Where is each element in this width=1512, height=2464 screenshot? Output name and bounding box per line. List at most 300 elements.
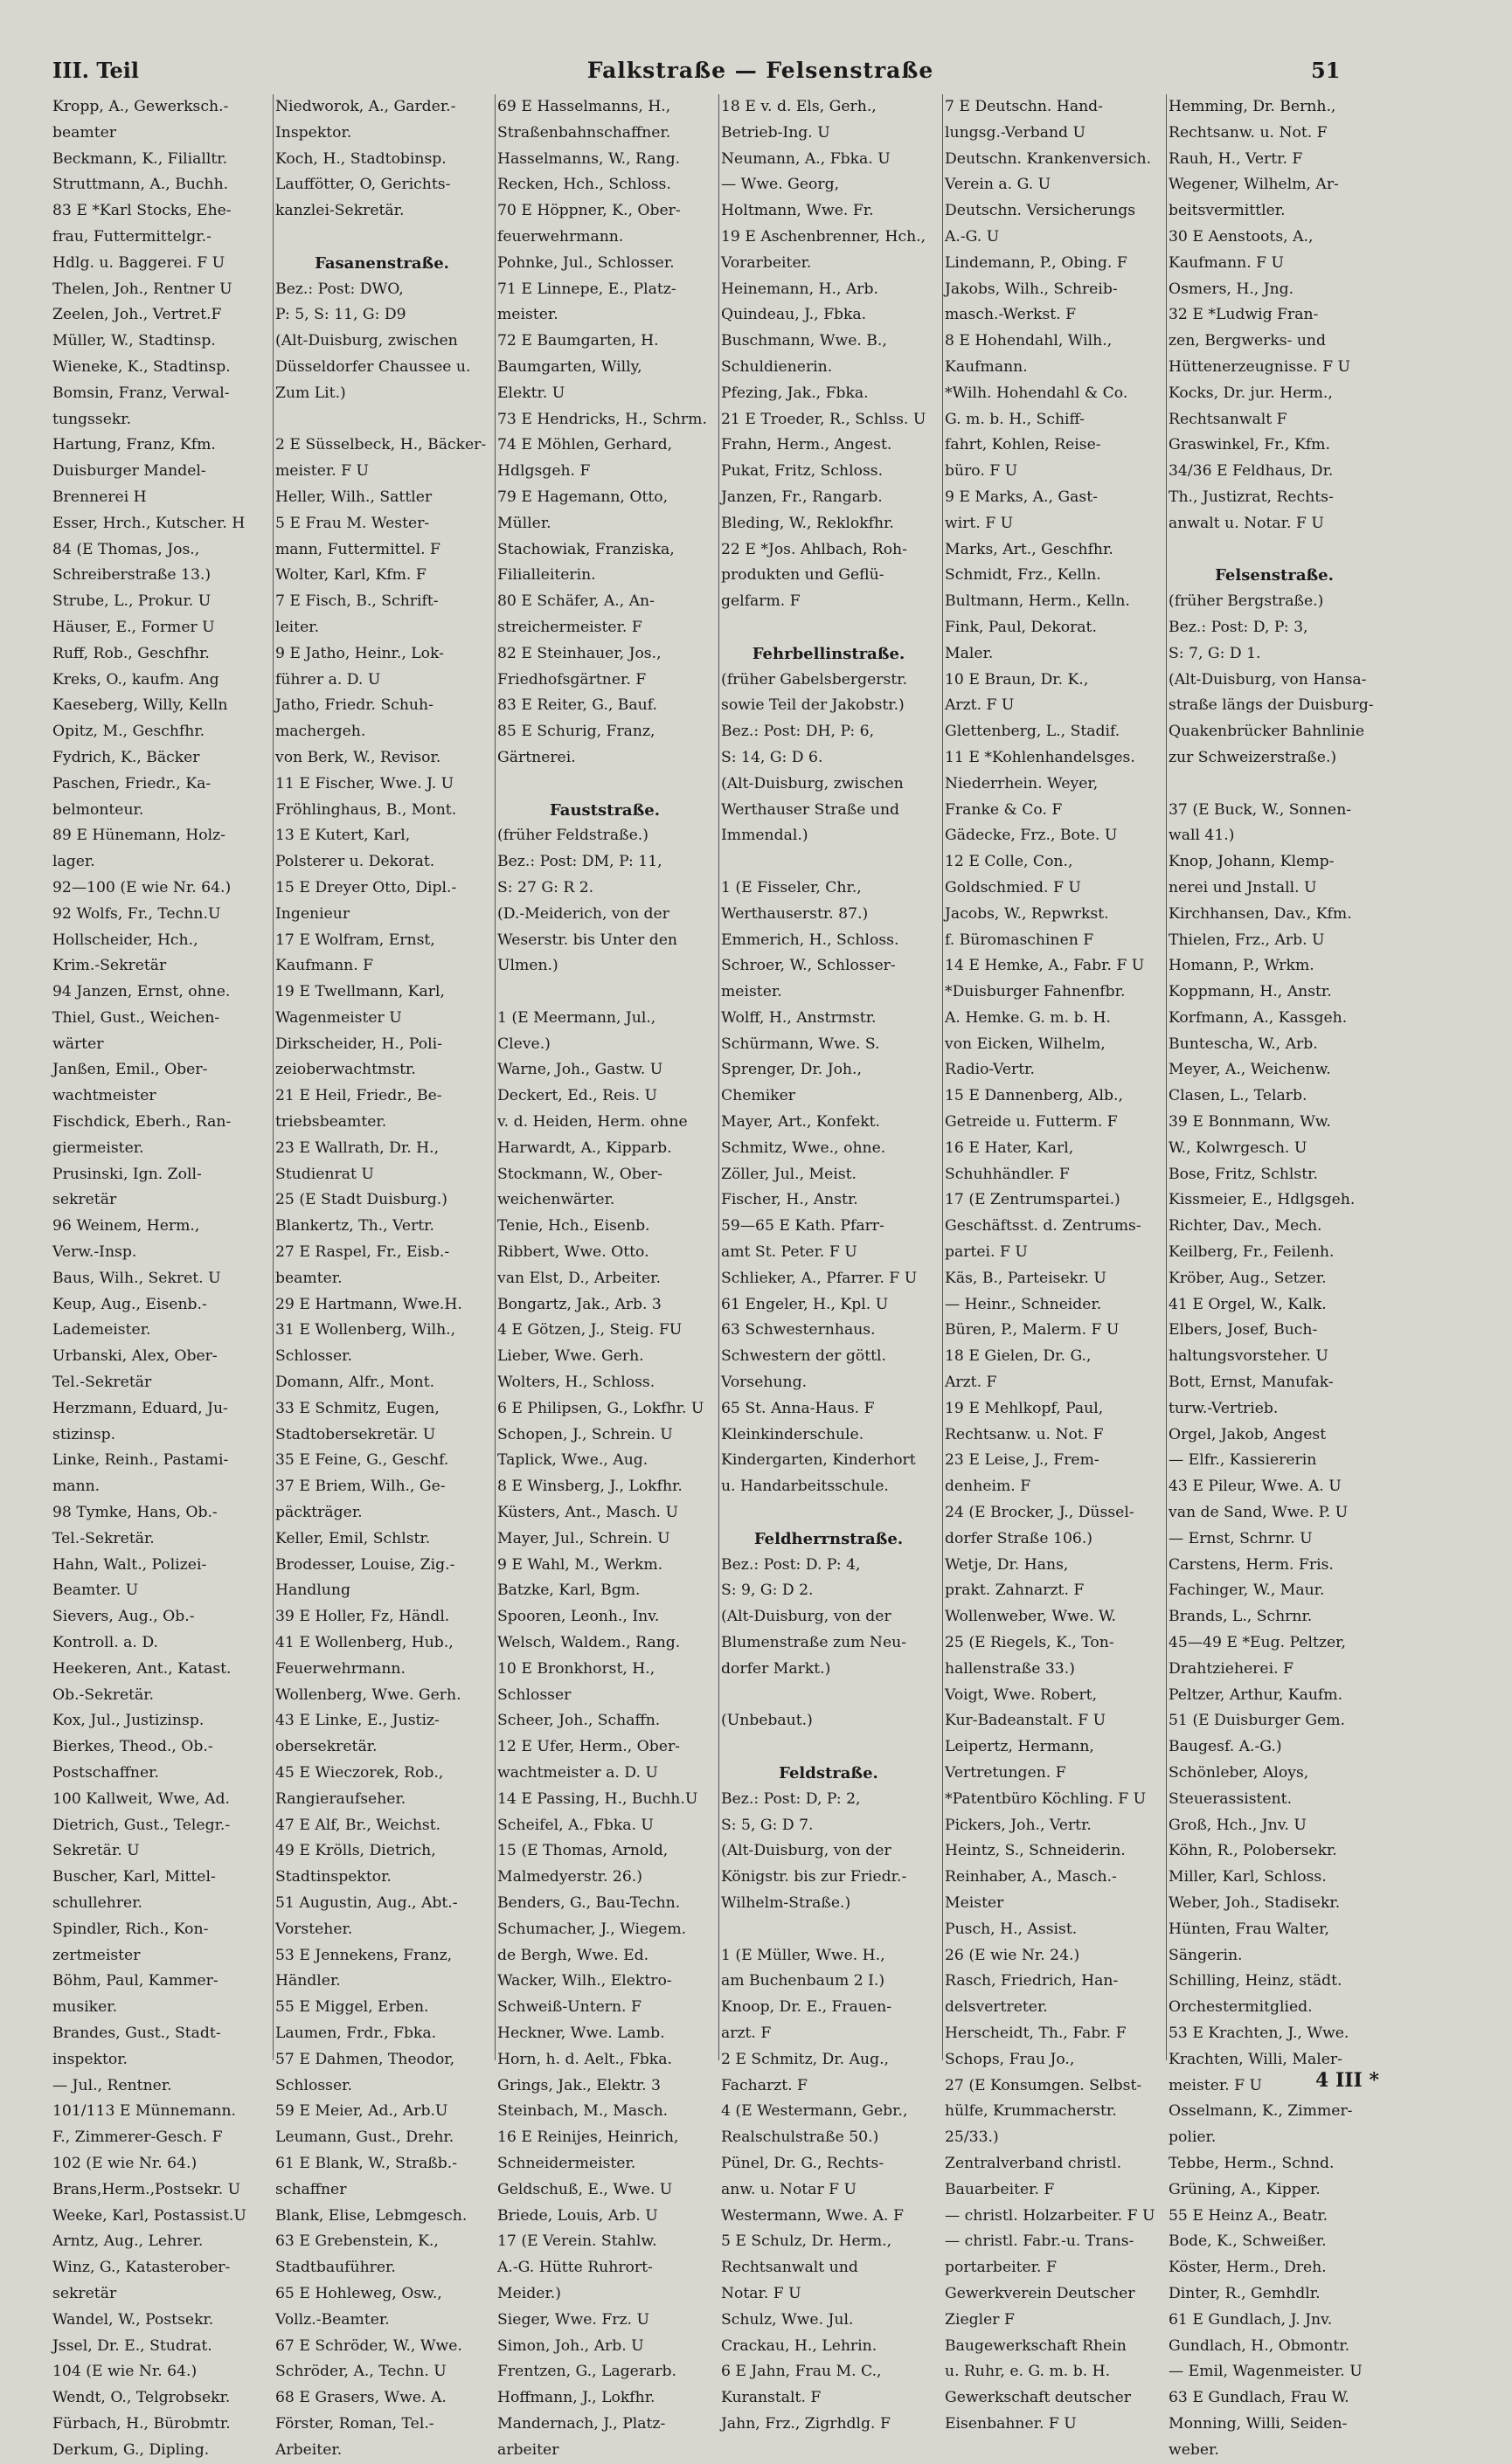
entry-line: 12 E Ufer, Herm., Ober- <box>497 1738 680 1756</box>
entry-line: Deckert, Ed., Reis. U <box>497 1087 657 1105</box>
entry-line: Buscher, Karl, Mittel- <box>52 1868 216 1886</box>
entry-line: Müller. <box>497 514 551 532</box>
spacer <box>496 772 719 798</box>
entry-line: Arntz, Aug., Lehrer. <box>52 2232 204 2251</box>
entry-line: Küsters, Ant., Masch. U <box>497 1504 678 1522</box>
entry-line: meister. <box>497 306 558 324</box>
entry-line: sowie Teil der Jakobstr.) <box>721 696 905 715</box>
entry-line: 15 E Dreyer Otto, Dipl.- <box>275 878 457 896</box>
entry-line: Dinter, R., Gemhdlr. <box>1169 2284 1321 2302</box>
entry-line: Chemiker <box>721 1087 795 1105</box>
entry-line: obersekretär. <box>275 1738 378 1756</box>
entry-line: 18 E Gielen, Dr. G., <box>945 1347 1092 1366</box>
entry-line: Orgel, Jakob, Angest <box>1169 1425 1327 1443</box>
entry-line: Drahtzieherei. F <box>1169 1659 1294 1678</box>
entry-line: musiker. <box>52 1998 118 2017</box>
entry-line: Batzke, Karl, Bgm. <box>497 1582 641 1600</box>
entry-line: 14 E Hemke, A., Fabr. F U <box>945 957 1145 975</box>
entry-line: Lindemann, P., Obing. F <box>945 253 1127 272</box>
entry-line: 16 E Reinijes, Heinrich, <box>497 2128 679 2147</box>
entry-line: Schroer, W., Schlosser- <box>721 957 896 975</box>
entry-line: S: 7, G: D 1. <box>1169 644 1261 662</box>
column-3 <box>495 94 719 2459</box>
entry-line: Arbeiter. <box>275 2440 343 2459</box>
entry-line: Heekeren, Ant., Katast. <box>52 1659 232 1678</box>
spacer <box>274 407 496 433</box>
entry-line: 101/113 E Münnemann. <box>52 2102 237 2121</box>
entry-line: triebsbeamter. <box>275 1113 387 1132</box>
entry-line: Handlung <box>275 1582 350 1600</box>
entry-line: Gewerkverein Deutscher <box>945 2284 1135 2302</box>
entry-line: prakt. Zahnarzt. F <box>945 1582 1085 1600</box>
entry-line: Notar. F U <box>721 2284 801 2302</box>
entry-line: Polsterer u. Dekorat. <box>275 853 435 871</box>
spacer <box>719 615 943 641</box>
entry-line: am Buchenbaum 2 I.) <box>721 1972 885 1990</box>
entry-line: 39 E Bonnmann, Ww. <box>1169 1113 1331 1132</box>
entry-line: Blank, Elise, Lebmgesch. <box>275 2206 468 2225</box>
entry-line: 21 E Troeder, R., Schlss. U <box>721 410 926 428</box>
spacer <box>719 1500 943 1526</box>
entry-line: Schlosser <box>497 1685 572 1704</box>
entry-line: tungssekr. <box>52 410 132 428</box>
entry-line: Wandel, W., Postsekr. <box>52 2310 214 2329</box>
entry-line: Feuerwehrmann. <box>275 1659 406 1678</box>
entry-line: 35 E Feine, G., Geschf. <box>275 1451 449 1470</box>
entry-line: 17 E Wolfram, Ernst, <box>275 931 435 949</box>
entry-line: Getreide u. Futterm. F <box>945 1113 1118 1132</box>
entry-line: Keller, Emil, Schlstr. <box>275 1529 431 1547</box>
entry-line: Tenie, Hch., Eisenb. <box>497 1217 650 1235</box>
entry-line: streichermeister. F <box>497 618 642 636</box>
entry-line: (Alt-Duisburg, von Hansa- <box>1169 670 1367 689</box>
entry-line: 41 E Orgel, W., Kalk. <box>1169 1295 1327 1313</box>
entry-line: Frentzen, G., Lagerarb. <box>497 2363 676 2381</box>
part-label: III. Teil <box>52 58 139 83</box>
street-heading: Feldstraße. <box>779 1764 878 1782</box>
entry-line: 79 E Hagemann, Otto, <box>497 488 669 506</box>
entry-line: Bez.: Post: DH, P: 6, <box>721 723 875 741</box>
entry-line: 5 E Frau M. Wester- <box>275 514 430 532</box>
entry-line: wachtmeister a. D. U <box>497 1764 658 1782</box>
entry-line: Schuldienerin. <box>721 357 833 376</box>
entry-line: 22 E *Jos. Ahlbach, Roh- <box>721 540 907 558</box>
entry-line: Voigt, Wwe. Robert, <box>945 1685 1098 1704</box>
entry-line: 51 (E Duisburger Gem. <box>1169 1712 1346 1730</box>
entry-line: Ob.-Sekretär. <box>52 1685 155 1704</box>
entry-line: Schlosser. <box>275 1347 352 1366</box>
entry-line: Bez.: Post: DWO, <box>275 280 404 298</box>
entry-line: beamter. <box>275 1269 343 1287</box>
entry-line: Korfmann, A., Kassgeh. <box>1169 1008 1348 1027</box>
entry-line: Emmerich, H., Schloss. <box>721 931 899 949</box>
entry-line: Weserstr. bis Unter den <box>497 931 677 949</box>
entry-line: Ingenieur <box>275 904 350 923</box>
entry-line: Inspektor. <box>275 123 352 142</box>
entry-line: Weber, Joh., Stadisekr. <box>1169 1893 1341 1912</box>
spacer <box>274 225 496 251</box>
entry-line: stizinsp. <box>52 1425 116 1443</box>
entry-line: 29 E Hartmann, Wwe.H. <box>275 1295 462 1313</box>
entry-line: Händler. <box>275 1972 341 1990</box>
entry-line: 98 Tymke, Hans, Ob.- <box>52 1504 218 1522</box>
entry-line: Facharzt. F <box>721 2076 808 2094</box>
entry-line: 24 (E Brocker, J., Düssel- <box>945 1504 1134 1522</box>
entry-line: Koppmann, H., Anstr. <box>1169 983 1332 1001</box>
entry-line: 96 Weinem, Herm., <box>52 1217 200 1235</box>
entry-line: 41 E Wollenberg, Hub., <box>275 1634 454 1652</box>
entry-line: Linke, Reinh., Pastami- <box>52 1451 229 1470</box>
entry-line: Hünten, Frau Walter, <box>1169 1920 1329 1938</box>
entry-line: Laumen, Frdr., Fbka. <box>275 2024 437 2042</box>
entry-line: beitsvermittler. <box>1169 202 1286 220</box>
entry-line: Brennerei H <box>52 488 147 506</box>
entry-line: Fürbach, H., Bürobmtr. <box>52 2414 231 2433</box>
entry-line: Kropp, A., Gewerksch.- <box>52 98 229 115</box>
entry-line: Vollz.-Beamter. <box>275 2310 390 2329</box>
entry-line: 11 E Fischer, Wwe. J. U <box>275 774 454 792</box>
entry-line: Wollenweber, Wwe. W. <box>945 1608 1116 1626</box>
entry-line: 25/33.) <box>945 2128 999 2147</box>
entry-line: Keup, Aug., Eisenb.- <box>52 1295 207 1313</box>
entry-line: weber. <box>1169 2440 1219 2459</box>
entry-line: mann, Futtermittel. F <box>275 540 440 558</box>
entry-line: Bott, Ernst, Manufak- <box>1169 1374 1334 1392</box>
entry-line: S: 5, G: D 7. <box>721 1816 814 1834</box>
street-heading: Fasanenstraße. <box>315 253 449 273</box>
entry-line: Schönleber, Aloys, <box>1169 1764 1309 1782</box>
entry-line: Leipertz, Hermann, <box>945 1738 1094 1756</box>
entry-line: Rasch, Friedrich, Han- <box>945 1972 1119 1990</box>
entry-line: 1 (E Müller, Wwe. H., <box>721 1946 885 1964</box>
entry-line: Weeke, Karl, Postassist.U <box>52 2206 246 2225</box>
entry-line: Blankertz, Th., Vertr. <box>275 1217 434 1235</box>
entry-line: 61 E Blank, W., Straßb.- <box>275 2154 458 2172</box>
entry-line: Kindergarten, Kinderhort <box>721 1451 916 1470</box>
entry-line: Esser, Hrch., Kutscher. H <box>52 514 246 532</box>
entry-line: 2 E Süsselbeck, H., Bäcker- <box>275 436 487 454</box>
entry-line: Monning, Willi, Seiden- <box>1169 2414 1348 2433</box>
entry-line: Fachinger, W., Maur. <box>1169 1582 1325 1600</box>
entry-line: Käs, B., Parteisekr. U <box>945 1269 1106 1287</box>
entry-line: 23 E Wallrath, Dr. H., <box>275 1139 440 1157</box>
entry-line: Häuser, E., Former U <box>52 618 215 636</box>
entry-line: Baugesf. A.-G.) <box>1169 1738 1282 1756</box>
entry-line: Pfezing, Jak., Fbka. <box>721 384 869 402</box>
entry-line: 19 E Mehlkopf, Paul, <box>945 1399 1104 1417</box>
entry-line: Benders, G., Bau-Techn. <box>497 1893 681 1912</box>
entry-line: meister. F U <box>275 462 369 481</box>
entry-line: Th., Justizrat, Rechts- <box>1169 488 1334 506</box>
entry-line: zen, Bergwerks- und <box>1169 332 1326 350</box>
entry-line: Deutschn. Versicherungs <box>945 202 1136 220</box>
entry-line: Janzen, Fr., Rangarb. <box>721 488 883 506</box>
entry-line: belmonteur. <box>52 800 144 819</box>
entry-line: Thiel, Gust., Weichen- <box>52 1008 220 1027</box>
entry-line: Meister <box>945 1893 1004 1912</box>
entry-line: Lademeister. <box>52 1321 151 1339</box>
entry-line: Ribbert, Wwe. Otto. <box>497 1243 649 1262</box>
entry-line: Geschäftsst. d. Zentrums- <box>945 1217 1141 1235</box>
entry-line: Stockmann, W., Ober- <box>497 1165 663 1183</box>
entry-line: Wilhelm-Straße.) <box>721 1893 851 1912</box>
entry-line: Dirkscheider, H., Poli- <box>275 1035 442 1053</box>
spacer <box>1167 772 1387 798</box>
entry-line: 30 E Aenstoots, A., <box>1169 227 1314 246</box>
entry-line: 1 (E Meermann, Jul., <box>497 1008 656 1027</box>
entry-line: von Berk, W., Revisor. <box>275 748 441 766</box>
entry-line: Tel.-Sekretär <box>52 1374 152 1392</box>
entry-line: Janßen, Emil., Ober- <box>52 1061 208 1079</box>
entry-line: Bongartz, Jak., Arb. 3 <box>497 1295 662 1313</box>
entry-line: delsvertreter. <box>945 1998 1048 2017</box>
column-4 <box>718 94 943 2433</box>
entry-line: Kur-Badeanstalt. F U <box>945 1712 1106 1730</box>
entry-line: Thielen, Frz., Arb. U <box>1169 931 1325 949</box>
sheet-signature: 4 III * <box>1315 2069 1380 2092</box>
entry-line: wachtmeister <box>52 1087 156 1105</box>
entry-line: 10 E Bronkhorst, H., <box>497 1659 655 1678</box>
entry-line: Fröhlinghaus, B., Mont. <box>275 800 457 819</box>
entry-line: — Ernst, Schrnr. U <box>1169 1529 1313 1547</box>
entry-line: Stadtbauführer. <box>275 2259 396 2277</box>
entry-line: 23 E Leise, J., Frem- <box>945 1451 1099 1470</box>
entry-line: Kröber, Aug., Setzer. <box>1169 1269 1327 1287</box>
entry-line: Tebbe, Herm., Schnd. <box>1169 2154 1335 2172</box>
entry-line: Königstr. bis zur Friedr.- <box>721 1868 907 1886</box>
entry-line: Sieger, Wwe. Frz. U <box>497 2310 649 2329</box>
entry-line: 26 (E wie Nr. 24.) <box>945 1946 1080 1964</box>
entry-line: Osselmann, K., Zimmer- <box>1169 2102 1353 2121</box>
entry-line: van Elst, D., Arbeiter. <box>497 1269 661 1287</box>
entry-line: Verein a. G. U <box>945 176 1051 194</box>
entry-line: Heintz, S., Schneiderin. <box>945 1842 1126 1860</box>
entry-line: Crackau, H., Lehrin. <box>721 2336 877 2355</box>
entry-line: Schmidt, Frz., Kelln. <box>945 566 1101 585</box>
entry-line: Kocks, Dr. jur. Herm., <box>1169 384 1333 402</box>
entry-line: Gärtnerei. <box>497 748 576 766</box>
entry-line: Duisburger Mandel- <box>52 462 206 481</box>
spacer <box>719 1683 943 1709</box>
entry-line: Jakobs, Wilh., Schreib- <box>945 280 1118 298</box>
street-heading: Fehrbellinstraße. <box>752 644 905 663</box>
entry-line: 7 E Fisch, B., Schrift- <box>275 592 439 611</box>
page-header <box>0 58 1512 93</box>
entry-line: Warne, Joh., Gastw. U <box>497 1061 663 1079</box>
entry-line: (Alt-Duisburg, von der <box>721 1842 891 1860</box>
entry-line: Quindeau, J., Fbka. <box>721 306 867 324</box>
entry-line: Kleinkinderschule. <box>721 1425 864 1443</box>
entry-line: Lauffötter, O, Gerichts- <box>275 176 451 194</box>
column-5 <box>942 94 1167 2433</box>
entry-line: Pukat, Fritz, Schloss. <box>721 462 884 481</box>
entry-line: Kaufmann. <box>945 357 1028 376</box>
entry-line: 85 E Schurig, Franz, <box>497 723 655 741</box>
entry-line: machergeh. <box>275 723 366 741</box>
entry-line: inspektor. <box>52 2050 128 2068</box>
entry-line: Orchestermitglied. <box>1169 1998 1313 2017</box>
entry-line: Postschaffner. <box>52 1764 159 1782</box>
entry-line: Thelen, Joh., Rentner U <box>52 280 232 298</box>
entry-line: zertmeister <box>52 1946 141 1964</box>
entry-line: Werthauserstr. 87.) <box>721 904 869 923</box>
entry-line: 17 (E Zentrumspartei.) <box>945 1191 1120 1209</box>
entry-line: Steuerassistent. <box>1169 1789 1293 1808</box>
entry-line: Wacker, Wilh., Elektro- <box>497 1972 672 1990</box>
entry-line: Rechtsanwalt F <box>1169 410 1287 428</box>
entry-line: Verw.-Insp. <box>52 1243 137 1262</box>
entry-line: Fischer, H., Anstr. <box>721 1191 858 1209</box>
entry-line: Immendal.) <box>721 827 808 845</box>
street-heading: Feldherrnstraße. <box>753 1529 904 1548</box>
entry-line: 17 (E Verein. Stahlw. <box>497 2232 657 2251</box>
entry-line: hallenstraße 33.) <box>945 1659 1075 1678</box>
entry-line: 59 E Meier, Ad., Arb.U <box>275 2102 448 2121</box>
entry-line: Düsseldorfer Chaussee u. <box>275 357 471 376</box>
entry-line: Büren, P., Malerm. F U <box>945 1321 1120 1339</box>
entry-line: Ruff, Rob., Geschfhr. <box>52 644 210 662</box>
entry-line: lager. <box>52 853 95 871</box>
entry-line: meister. <box>721 983 782 1001</box>
entry-line: Schilling, Heinz, städt. <box>1169 1972 1342 1990</box>
entry-line: S: 14, G: D 6. <box>721 748 823 766</box>
entry-line: Harwardt, A., Kipparb. <box>497 1139 672 1157</box>
entry-line: feuerwehrmann. <box>497 227 624 246</box>
entry-line: Rechtsanw. u. Not. F <box>945 1425 1104 1443</box>
entry-line: Fink, Paul, Dekorat. <box>945 618 1097 636</box>
entry-line: Vorarbeiter. <box>721 253 812 272</box>
entry-line: Zentralverband christl. <box>945 2154 1122 2172</box>
entry-line: Schmitz, Wwe., ohne. <box>721 1139 886 1157</box>
entry-line: 13 E Kutert, Karl, <box>275 827 411 845</box>
entry-line: Peltzer, Arthur, Kaufm. <box>1169 1685 1343 1704</box>
entry-line: zur Schweizerstraße.) <box>1169 748 1337 766</box>
entry-line: Goldschmied. F U <box>945 878 1081 896</box>
entry-line: 33 E Schmitz, Eugen, <box>275 1399 440 1417</box>
entry-line: mann. <box>52 1478 101 1496</box>
entry-line: dorfer Straße 106.) <box>945 1529 1093 1547</box>
entry-line: 65 St. Anna-Haus. F <box>721 1399 875 1417</box>
entry-line: Stadtobersekretär. U <box>275 1425 436 1443</box>
entry-line: 7 E Deutschn. Hand- <box>945 98 1103 115</box>
entry-line: 43 E Linke, E., Justiz- <box>275 1712 440 1730</box>
entry-line: Domann, Alfr., Mont. <box>275 1374 435 1392</box>
entry-line: Blumenstraße zum Neu- <box>721 1634 907 1652</box>
entry-line: Gewerkschaft deutscher <box>945 2389 1131 2407</box>
entry-line: hülfe, Krummacherstr. <box>945 2102 1117 2121</box>
entry-line: *Wilh. Hohendahl & Co. <box>945 384 1128 402</box>
entry-line: straße längs der Duisburg- <box>1169 696 1374 715</box>
entry-line: Dietrich, Gust., Telegr.- <box>52 1816 231 1834</box>
entry-line: Niedworok, A., Garder.- <box>275 98 456 115</box>
entry-line: Neumann, A., Fbka. U <box>721 149 891 168</box>
entry-line: van de Sand, Wwe. P. U <box>1169 1504 1349 1522</box>
entry-line: W., Kolwrgesch. U <box>1169 1139 1307 1157</box>
entry-line: anw. u. Notar F U <box>721 2180 857 2198</box>
entry-line: 15 (E Thomas, Arnold, <box>497 1842 669 1860</box>
entry-line: partei. F U <box>945 1243 1028 1262</box>
entry-line: Grings, Jak., Elektr. 3 <box>497 2076 661 2094</box>
entry-line: 83 E Reiter, G., Bauf. <box>497 696 657 715</box>
column-2 <box>273 94 496 2459</box>
entry-line: Ziegler F <box>945 2310 1015 2329</box>
entry-line: Kirchhansen, Dav., Kfm. <box>1169 904 1352 923</box>
entry-line: sekretär <box>52 2284 117 2302</box>
entry-line: Homann, P., Wrkm. <box>1169 957 1314 975</box>
entry-line: Realschulstraße 50.) <box>721 2128 879 2147</box>
entry-line: zeioberwachtmstr. <box>275 1061 416 1079</box>
entry-line: 25 (E Riegels, K., Ton- <box>945 1634 1114 1652</box>
entry-line: Horn, h. d. Aelt., Fbka. <box>497 2050 672 2068</box>
entry-line: wirt. F U <box>945 514 1014 532</box>
entry-line: Schneidermeister. <box>497 2154 636 2172</box>
entry-line: Sängerin. <box>1169 1946 1243 1964</box>
entry-line: 5 E Schulz, Dr. Herm., <box>721 2232 892 2251</box>
entry-line: 73 E Hendricks, H., Schrm. <box>497 410 707 428</box>
entry-line: Hahn, Walt., Polizei- <box>52 1555 207 1574</box>
entry-line: Schumacher, J., Wiegem. <box>497 1920 687 1938</box>
entry-line: 70 E Höppner, K., Ober- <box>497 202 681 220</box>
entry-line: Rauh, H., Vertr. F <box>1169 149 1303 168</box>
entry-line: Leumann, Gust., Drehr. <box>275 2128 454 2147</box>
entry-line: Jssel, Dr. E., Studrat. <box>52 2336 212 2355</box>
entry-line: Bomsin, Franz, Verwal- <box>52 384 230 402</box>
entry-line: Opitz, M., Geschfhr. <box>52 723 205 741</box>
entry-line: 39 E Holler, Fz, Händl. <box>275 1608 450 1626</box>
entry-line: Taplick, Wwe., Aug. <box>497 1451 648 1470</box>
entry-line: Glettenberg, L., Stadif. <box>945 723 1120 741</box>
entry-line: Böhm, Paul, Kammer- <box>52 1972 218 1990</box>
entry-line: Franke & Co. F <box>945 800 1063 819</box>
entry-line: de Bergh, Wwe. Ed. <box>497 1946 649 1964</box>
entry-line: 9 E Marks, A., Gast- <box>945 488 1098 506</box>
entry-line: fahrt, Kohlen, Reise- <box>945 436 1101 454</box>
entry-line: Spooren, Leonh., Inv. <box>497 1608 660 1626</box>
entry-line: Beckmann, K., Filialltr. <box>52 149 228 168</box>
entry-line: Tel.-Sekretär. <box>52 1529 155 1547</box>
entry-line: polier. <box>1169 2128 1217 2147</box>
entry-line: Sprenger, Dr. Joh., <box>721 1061 862 1079</box>
entry-line: Arzt. F <box>945 1374 997 1392</box>
entry-line: Vorsehung. <box>721 1374 808 1392</box>
entry-line: Briede, Louis, Arb. U <box>497 2206 658 2225</box>
entry-line: 63 E Grebenstein, K., <box>275 2232 439 2251</box>
page-title: Falkstraße — Felsenstraße <box>586 58 934 83</box>
entry-line: Werthauser Straße und <box>721 800 900 819</box>
entry-line: beamter <box>52 123 117 142</box>
entry-line: Eisenbahner. F U <box>945 2414 1077 2433</box>
entry-line: 43 E Pileur, Wwe. A. U <box>1169 1478 1342 1496</box>
entry-line: Baumgarten, Willy, <box>497 357 642 376</box>
entry-line: *Duisburger Fahnenfbr. <box>945 983 1126 1001</box>
entry-line: 37 (E Buck, W., Sonnen- <box>1169 800 1352 819</box>
entry-line: Groß, Hch., Jnv. U <box>1169 1816 1307 1834</box>
entry-line: Straßenbahnschaffner. <box>497 123 671 142</box>
entry-line: weichenwärter. <box>497 1191 615 1209</box>
entry-line: P: 5, S: 11, G: D9 <box>275 306 406 324</box>
entry-line: 51 Augustin, Aug., Abt.- <box>275 1893 458 1912</box>
entry-line: Maler. <box>945 644 994 662</box>
entry-line: (Alt-Duisburg, von der <box>721 1608 891 1626</box>
entry-line: Meyer, A., Weichenw. <box>1169 1061 1331 1079</box>
entry-line: Rechtsanwalt und <box>721 2259 858 2277</box>
entry-line: Wollenberg, Wwe. Gerh. <box>275 1685 461 1704</box>
entry-line: (Unbebaut.) <box>721 1712 813 1730</box>
entry-line: schullehrer. <box>52 1893 142 1912</box>
entry-line: Zeelen, Joh., Vertret.F <box>52 306 222 324</box>
entry-line: Baugewerkschaft Rhein <box>945 2336 1127 2355</box>
entry-line: nerei und Jnstall. U <box>1169 878 1317 896</box>
